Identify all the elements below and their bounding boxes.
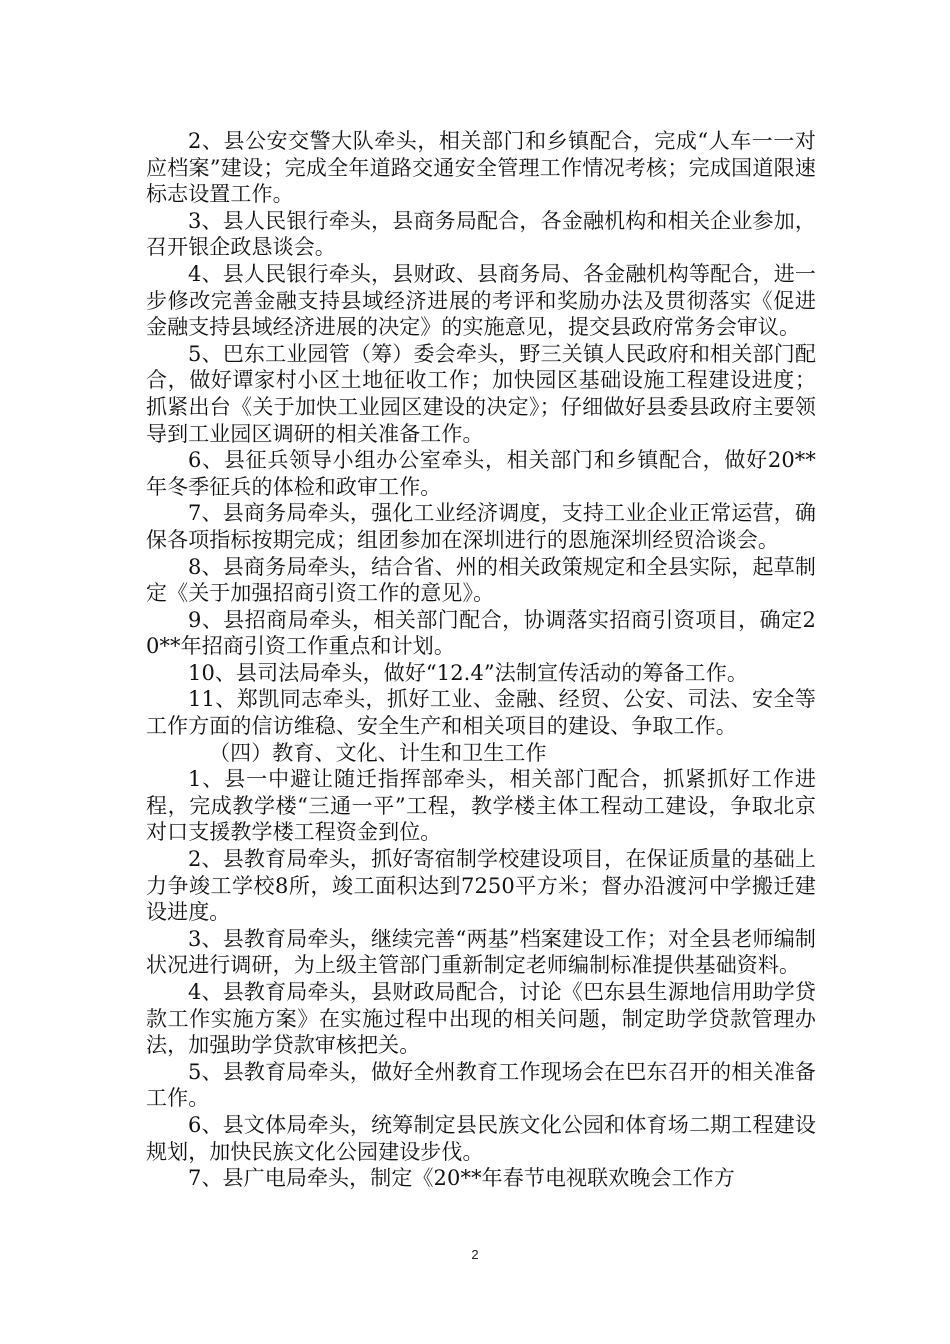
paragraph: 2、县教育局牵头，抓好寄宿制学校建设项目，在保证质量的基础上力争竣工学校8所，竣工面积达到7250平方米；督办沿渡河中学搬迁建设进度。: [146, 847, 816, 925]
paragraph: 5、巴东工业园管（筹）委会牵头，野三关镇人民政府和相关部门配合，做好谭家村小区土地征收工作；加快园区基础设施工程建设进度；抓紧出台《关于加快工业园区建设的决定》；仔细做好县委县政府主要领导到工业园区调研的相关准备工作。: [146, 341, 816, 446]
paragraph: 10、县司法局牵头，做好“12.4”法制宣传活动的筹备工作。: [188, 660, 748, 685]
section-heading: （四）教育、文化、计生和卫生工作: [209, 740, 547, 765]
document-body: [146, 128, 816, 1192]
paragraph: 4、县人民银行牵头，县财政、县商务局、各金融机构等配合，进一步修改完善金融支持县域经济进展的考评和奖励办法及贯彻落实《促进金融支持县域经济进展的决定》的实施意见，提交县政府常务会审议。: [146, 261, 816, 340]
paragraph: 2、县公安交警大队牵头，相关部门和乡镇配合，完成“人车一一对应档案”建设；完成全年道路交通安全管理工作情况考核；完成国道限速标志设置工作。: [146, 129, 816, 207]
paragraph: 7、县广电局牵头，制定《20**年春节电视联欢晚会工作方: [188, 1166, 735, 1191]
paragraph: 1、县一中避让随迁指挥部牵头，相关部门配合，抓紧抓好工作进程，完成教学楼“三通一平”工程，教学楼主体工程动工建设，争取北京对口支援教学楼工程资金到位。: [146, 767, 816, 845]
paragraph: 5、县教育局牵头，做好全州教育工作现场会在巴东召开的相关准备工作。: [146, 1059, 816, 1111]
paragraph: 9、县招商局牵头，相关部门配合，协调落实招商引资项目，确定20**年招商引资工作重点和计划。: [146, 607, 816, 659]
paragraph: 3、县人民银行牵头，县商务局配合，各金融机构和相关企业参加，召开银企政恳谈会。: [146, 208, 816, 260]
paragraph: 11、郑凯同志牵头，抓好工业、金融、经贸、公安、司法、安全等工作方面的信访维稳、安全生产和相关项目的建设、争取工作。: [146, 687, 816, 739]
page-number: 2: [471, 1247, 479, 1262]
paragraph: 4、县教育局牵头，县财政局配合，讨论《巴东县生源地信用助学贷款工作实施方案》在实施过程中出现的相关问题，制定助学贷款管理办法，加强助学贷款审核把关。: [146, 980, 816, 1058]
paragraph: 3、县教育局牵头，继续完善“两基”档案建设工作；对全县老师编制状况进行调研，为上级主管部门重新制定老师编制标准提供基础资料。: [146, 926, 816, 978]
paragraph: 6、县文体局牵头，统筹制定县民族文化公园和体育场二期工程建设规划，加快民族文化公园建设步伐。: [146, 1112, 816, 1164]
paragraph: 8、县商务局牵头，结合省、州的相关政策规定和全县实际，起草制定《关于加强招商引资工作的意见》。: [146, 554, 816, 606]
paragraph: 7、县商务局牵头，强化工业经济调度，支持工业企业正常运营，确保各项指标按期完成；组团参加在深圳进行的恩施深圳经贸洽谈会。: [146, 501, 816, 552]
paragraph: 6、县征兵领导小组办公室牵头，相关部门和乡镇配合，做好20**年冬季征兵的体检和政审工作。: [146, 448, 816, 499]
